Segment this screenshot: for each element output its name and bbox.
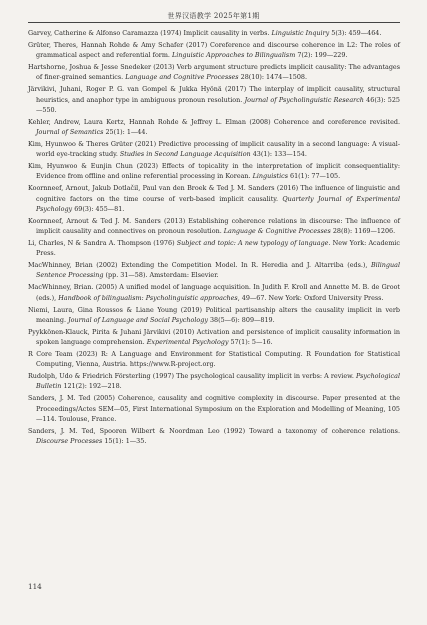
- reference-text-segment: R Core Team (2023) R: A Language and Environment for Statistical Computing. R Foundation for Statistical Computing, Vienna, Austria. https://www.R-project.org.: [28, 349, 400, 369]
- reference-text-segment: 46(3): 525—550.: [36, 95, 401, 114]
- reference-text-segment: (pp. 31—58). Amsterdam: Elsevier.: [103, 271, 219, 280]
- reference-italic-segment: Quarterly Journal of Experimental Psychology: [36, 194, 400, 213]
- reference-text-segment: Li, Charles, N & Sandra A. Thompson (1976): [28, 238, 177, 247]
- reference-entry: [28, 139, 400, 160]
- reference-entry: [28, 260, 400, 281]
- reference-entry: [28, 426, 400, 447]
- reference-text-segment: Kehler, Andrew, Laura Kertz, Hannah Rohde & Jeffrey L. Elman (2008) Coherence and coreference revisited.: [28, 117, 400, 126]
- reference-text-segment: Niemi, Laura, Gina Roussos & Liane Young (2019) Political partisanship alters the causality implicit in verb meaning.: [28, 305, 400, 324]
- reference-text-segment: Kim, Hyunwoo & Theres Grüter (2021) Predictive processing of implicit causality in a second language: A visual-world eye-tracking study.: [28, 139, 400, 159]
- reference-entry: [28, 84, 400, 115]
- reference-text-segment: 43(1): 133—154.: [250, 150, 307, 159]
- reference-text-segment: Grüter, Theres, Hannah Rohde & Amy Schafer (2017) Coreference and discourse coherence in L2: The roles of grammatical aspect and referential form.: [28, 40, 400, 60]
- running-header: 世界汉语教学 2025年第1期: [167, 12, 260, 20]
- reference-text-segment: Järvikivi, Juhani, Roger P. G. van Gompel & Jukka Hyönä (2017) The interplay of implicit causality, structural heuristics, and anaphor type in ambiguous pronoun resolution.: [28, 85, 400, 104]
- reference-list: [28, 28, 400, 448]
- reference-italic-segment: Bilingual Sentence Processing: [36, 261, 400, 280]
- reference-text-segment: MacWhinney, Brian (2002) Extending the Competition Model. In R. Heredia and J. Altarriba (eds.),: [28, 261, 371, 270]
- reference-italic-segment: Linguistic Inquiry: [271, 29, 330, 37]
- reference-text-segment: 28(10): 1474—1508.: [238, 73, 308, 82]
- reference-text-segment: Koornneef, Arnout & Ted J. M. Sanders (2013) Establishing coherence relations in discourse: The influence of implicit causality and connectives on pronoun resolution.: [28, 216, 400, 236]
- reference-text-segment: Rudolph, Udo & Friedrich Försterling (1997) The psychological causality implicit in verbs: A review.: [28, 372, 356, 381]
- reference-entry: [28, 183, 400, 214]
- reference-text-segment: New York: Academic Press.: [36, 238, 400, 258]
- reference-text-segment: , 49—67. New York: Oxford University Press.: [237, 293, 384, 302]
- reference-italic-segment: Journal of Psycholinguistic Research: [244, 95, 364, 104]
- reference-entry: [28, 161, 400, 182]
- reference-text-segment: 7(2): 199—229.: [295, 51, 348, 60]
- reference-italic-segment: Journal of Semantics: [36, 128, 104, 137]
- reference-text-segment: MacWhinney, Brian. (2005) A unified model of language acquisition. In Judith F. Kroll and Annette M. B. de Groot (eds.),: [28, 283, 400, 302]
- reference-entry: [28, 117, 400, 138]
- reference-text-segment: 57(1): 5—16.: [228, 338, 273, 347]
- reference-italic-segment: Linguistics: [252, 172, 288, 181]
- reference-text-segment: Pyykkönen-Klauck, Pirita & Juhani Järvikivi (2010) Activation and persistence of implicit causality information in spoken language comprehension.: [28, 327, 400, 347]
- reference-entry: [28, 371, 400, 392]
- reference-italic-segment: Subject and topic: A new typology of language.: [176, 238, 331, 247]
- reference-entry: [28, 40, 400, 61]
- reference-entry: [28, 62, 400, 83]
- reference-italic-segment: Studies in Second Language Acquisition: [119, 150, 251, 159]
- reference-italic-segment: Experimental Psychology: [146, 338, 229, 347]
- header-rule: [28, 22, 400, 23]
- reference-italic-segment: Language and Cognitive Processes: [125, 73, 239, 82]
- reference-italic-segment: Discourse Processes: [36, 437, 103, 446]
- reference-text-segment: 25(1): 1—44.: [103, 128, 148, 137]
- reference-text-segment: 121(2): 192—218.: [61, 382, 122, 391]
- reference-italic-segment: Psychological Bulletin: [36, 372, 400, 391]
- reference-entry: [28, 282, 400, 303]
- reference-text-segment: 5(3): 459—464.: [329, 29, 382, 37]
- reference-text-segment: 69(3): 455—81.: [72, 204, 125, 213]
- reference-text-segment: Garvey, Catherine & Alfonso Caramazza (1974) Implicit causality in verbs.: [28, 29, 272, 37]
- reference-entry: [28, 393, 400, 424]
- reference-text-segment: Hartshorne, Joshua & Jesse Snedeker (2013) Verb argument structure predicts implicit causality: The advantages of finer-grained semantics.: [28, 63, 400, 82]
- reference-entry: [28, 349, 400, 370]
- reference-italic-segment: Linguistic Approaches to Bilingualism: [171, 51, 296, 60]
- page-number: 114: [28, 582, 42, 591]
- reference-text-segment: 15(1): 1—35.: [102, 437, 147, 446]
- reference-entry: [28, 216, 400, 237]
- reference-text-segment: 61(1): 77—105.: [288, 172, 341, 181]
- reference-entry: [28, 327, 400, 348]
- reference-text-segment: Kim, Hyunwoo & Eunjin Chun (2023) Effects of topicality in the interpretation of implicit consequentiality: Evidence from offline and online referential processing in Korean.: [28, 162, 400, 181]
- reference-entry: [28, 28, 400, 38]
- reference-italic-segment: Language & Cognitive Processes: [223, 227, 331, 236]
- reference-text-segment: 28(8): 1169—1206.: [330, 227, 396, 236]
- reference-text-segment: Sanders, J. M. Ted (2005) Coherence, causality and cognitive complexity in discourse. Paper presented at the Proceedings/Actes SEM—05, First International Symposium on the Exploration and Modelling of Meaning, 105—114. Toulouse, France.: [28, 394, 400, 423]
- reference-entry: [28, 238, 400, 259]
- reference-italic-segment: Journal of Language and Social Psychology: [68, 315, 208, 324]
- reference-text-segment: Sanders, J. M. Ted, Spooren Wilbert & Noordman Leo (1992) Toward a taxonomy of coherence relations.: [28, 426, 400, 435]
- reference-text-segment: Koornneef, Arnout, Jakub Dotlačil, Paul van den Broek & Ted J. M. Sanders (2016) The influence of linguistic and cognitive factors on the time course of verb-based implicit causality.: [28, 184, 400, 203]
- reference-entry: [28, 305, 400, 326]
- reference-text-segment: 38(5—6): 809—819.: [207, 315, 275, 324]
- reference-italic-segment: Handbook of bilingualism: Psycholinguistic approaches: [58, 293, 238, 302]
